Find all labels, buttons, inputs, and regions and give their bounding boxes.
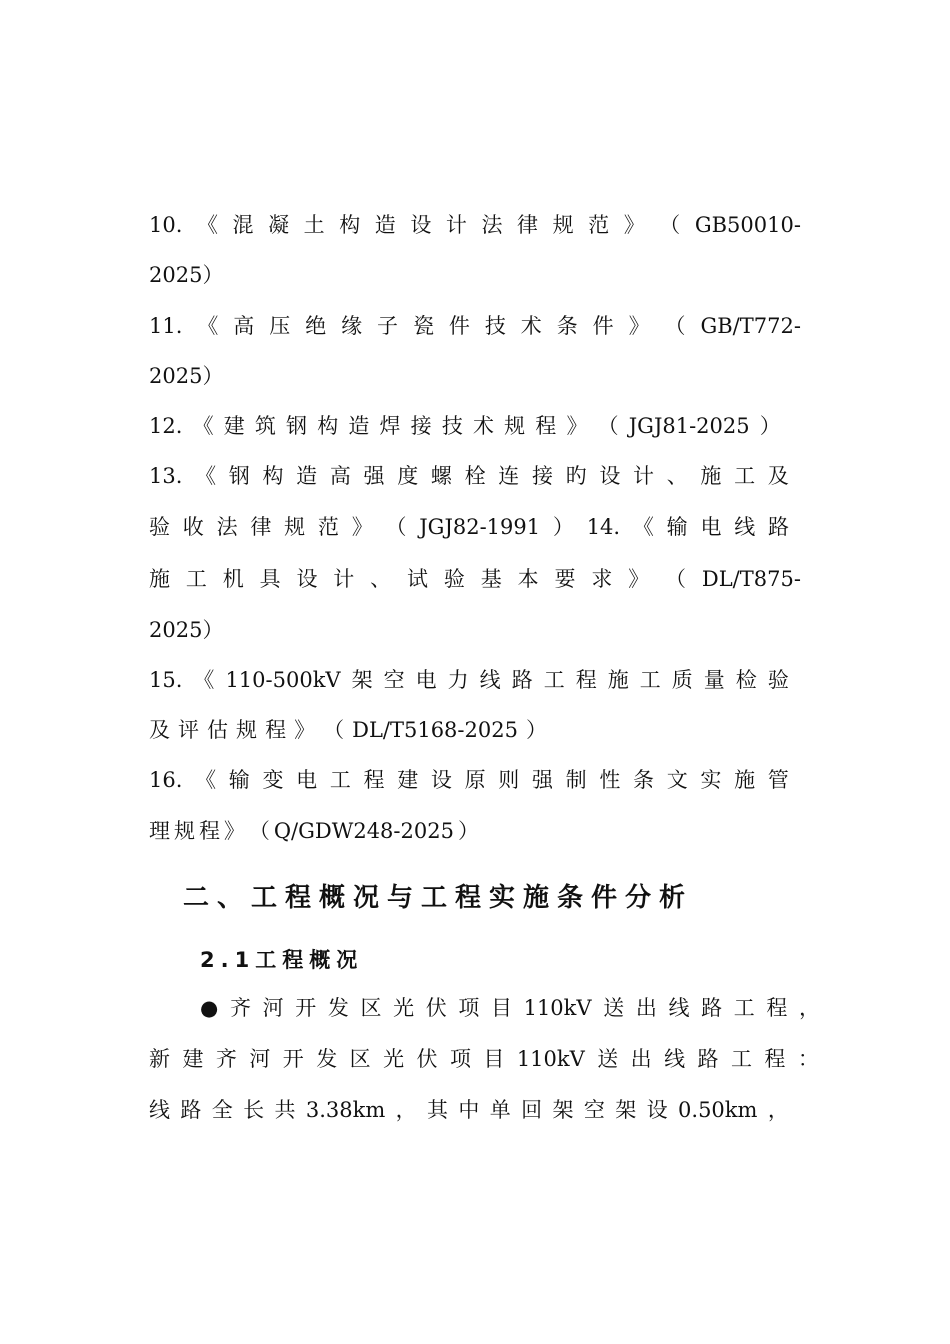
text-token: 验 [149,515,170,539]
text-token: 建 [223,414,245,438]
text-token: 路 [701,996,723,1020]
text-token: 及 [149,718,170,742]
text-token: 出 [635,996,657,1020]
body-paragraph-line-1 [200,995,820,1021]
body-paragraph-line-3 [149,1097,789,1123]
text-token: 理 [149,819,170,843]
text-token: JGJ82-1991 [419,515,541,539]
text-token: 绝 [305,314,327,338]
text-token: 试 [407,567,429,591]
reference-item-16-line-1 [149,767,789,793]
text-token: 》 [623,213,645,237]
text-token: 11. [149,314,183,338]
text-token: 区 [349,1047,371,1071]
text-token: 》 [351,515,373,539]
text-token: 《 [197,314,219,338]
text-token: 实 [700,768,722,792]
section-heading: 二、工程概况与工程实施条件分析 [183,883,694,913]
reference-item-15-line-2 [149,717,547,743]
text-token: 设 [430,768,452,792]
text-token: 原 [464,768,486,792]
text-token: JGJ81-2025 [628,414,750,438]
text-token: 计 [633,464,655,488]
text-token: 律 [517,213,539,237]
text-token: 压 [269,314,291,338]
text-token: 单 [489,1098,511,1122]
text-token: 路 [768,515,789,539]
text-token: 开 [282,1047,304,1071]
text-token: GB/T772- [700,314,801,338]
text-token: 土 [303,213,325,237]
text-token: 《 [192,414,214,438]
text-token: 工 [734,464,756,488]
text-token: 齐 [229,996,251,1020]
text-token: 程 [766,996,788,1020]
text-token: 河 [249,1047,271,1071]
text-token: 《 [193,668,215,692]
text-token: （ [665,567,687,591]
text-token: 术 [520,314,542,338]
text-token: 110-500kV [225,668,341,692]
text-token: 《 [195,768,217,792]
text-token: 验 [767,668,789,692]
text-token: 光 [383,1047,405,1071]
text-token: 送 [597,1047,619,1071]
text-token: 、 [666,464,688,488]
text-token: 变 [262,768,284,792]
text-token: 件 [592,314,614,338]
text-token: GB50010- [694,213,801,237]
reference-item-13-line-1 [149,463,789,489]
text-token: （ [659,213,681,237]
text-token: 程 [265,718,287,742]
text-token: 中 [458,1098,480,1122]
text-token: 验 [443,567,465,591]
text-token: 电 [700,515,722,539]
text-token: 程 [575,668,597,692]
text-token: 规 [504,414,526,438]
reference-item-12 [149,413,781,439]
text-token: 构 [317,414,339,438]
text-token: 线 [734,515,756,539]
body-paragraph-line-2 [149,1046,819,1072]
text-token: 程 [363,768,385,792]
text-token: 设 [646,1098,668,1122]
text-token: 高 [233,314,255,338]
text-token: 设 [410,213,432,237]
text-token: 范 [317,515,339,539]
text-token: 设 [599,464,621,488]
text-token: 性 [599,768,621,792]
text-token: 伏 [425,996,447,1020]
text-token: 螺 [430,464,452,488]
text-token: ● [200,996,219,1020]
text-token: 强 [531,768,553,792]
text-token: 开 [295,996,317,1020]
text-token: 条 [633,768,655,792]
text-token: 架 [552,1098,574,1122]
text-token: 发 [327,996,349,1020]
text-token: 构 [262,464,284,488]
text-token: 子 [377,314,399,338]
text-token: 瓷 [412,314,434,338]
text-token: ） [457,819,479,843]
text-token: 程 [198,819,220,843]
text-token: 工 [329,768,351,792]
text-token: 收 [182,515,204,539]
text-token: 15. [149,668,183,692]
text-token: 送 [603,996,625,1020]
text-token: 目 [490,996,512,1020]
text-token: 管 [767,768,789,792]
text-token: 项 [458,996,480,1020]
text-token: （ [664,314,686,338]
text-token: 》 [628,567,650,591]
text-token: 全 [211,1098,233,1122]
text-token: 度 [397,464,419,488]
text-token: DL/T5168-2025 [352,718,518,742]
text-token: 建 [397,768,419,792]
text-token: ） [552,515,574,539]
text-token: 基 [480,567,502,591]
text-token: 建 [182,1047,204,1071]
text-token: 110kV [516,1047,585,1071]
text-token: 线 [664,1047,686,1071]
text-token: 规 [236,718,258,742]
text-token: 接 [410,414,432,438]
text-token: （ [248,819,270,843]
text-token: ， [395,1098,417,1122]
text-token: 缘 [341,314,363,338]
text-token: 齐 [215,1047,237,1071]
text-token: 线 [668,996,690,1020]
text-token: 输 [228,768,250,792]
text-token: 法 [481,213,503,237]
text-token: 《 [195,464,217,488]
text-token: 施 [700,464,722,488]
text-token: 施 [149,567,170,591]
text-token: 高 [329,464,351,488]
text-token: 架 [615,1098,637,1122]
text-token: 发 [316,1047,338,1071]
text-token: 术 [472,414,494,438]
text-token: 强 [363,464,385,488]
reference-item-16-line-2 [149,818,479,844]
text-token: 架 [351,668,373,692]
text-token: 区 [360,996,382,1020]
text-token: 0.50km [678,1098,758,1122]
text-token: 13. [149,464,183,488]
text-token: 求 [591,567,613,591]
text-token: 技 [484,314,506,338]
text-token: ） [759,414,781,438]
text-token: 目 [483,1047,505,1071]
text-token: 技 [441,414,463,438]
text-token: 施 [734,768,756,792]
text-token: 光 [393,996,415,1020]
text-token: 施 [607,668,629,692]
text-token: 则 [498,768,520,792]
text-token: 规 [552,213,574,237]
text-token: 、 [370,567,392,591]
reference-item-13-line-2 [149,514,789,540]
text-token: 电 [415,668,437,692]
text-token: 12. [149,414,183,438]
text-token: （ [597,414,619,438]
text-token: 筑 [254,414,276,438]
text-token: 钢 [286,414,308,438]
text-token: （ [385,515,407,539]
text-token: 长 [243,1098,265,1122]
text-token: 评 [178,718,200,742]
reference-item-10-line-2: 2025） [149,263,224,287]
text-token: 焊 [379,414,401,438]
text-token: 工 [185,567,207,591]
text-token: 》 [223,819,245,843]
text-token: 件 [448,314,470,338]
text-token: 线 [149,1098,170,1122]
text-token: 《 [632,515,654,539]
text-token: 量 [703,668,725,692]
text-token: 规 [284,515,306,539]
text-token: 设 [296,567,318,591]
text-token: 》 [566,414,588,438]
text-token: 估 [207,718,229,742]
reference-item-15-line-1 [149,667,789,693]
text-token: 回 [521,1098,543,1122]
text-token: 线 [479,668,501,692]
text-token: 连 [498,464,520,488]
text-token: 栓 [464,464,486,488]
text-token: 制 [565,768,587,792]
reference-item-11-line-1 [149,313,801,339]
text-token: Q/GDW248-2025 [273,819,454,843]
text-token: 电 [296,768,318,792]
text-token: 《 [196,213,218,237]
text-token: 要 [554,567,576,591]
text-token: 质 [671,668,693,692]
text-token: 河 [262,996,284,1020]
text-token: 程 [764,1047,786,1071]
text-token: 110kV [523,996,592,1020]
text-token: 伏 [416,1047,438,1071]
text-token: 法 [216,515,238,539]
text-token: 接 [531,464,553,488]
text-token: 本 [517,567,539,591]
text-token: 14. [586,515,621,539]
text-token: 路 [511,668,533,692]
text-token: 》 [294,718,316,742]
text-token: 造 [374,213,396,237]
text-token: 规 [173,819,195,843]
text-token: 检 [735,668,757,692]
reference-item-14-line-3: 2025） [149,618,224,642]
text-token: 具 [259,567,281,591]
text-token: 10. [149,213,183,237]
text-token: 钢 [228,464,250,488]
text-token: 程 [535,414,557,438]
text-token: 3.38km [305,1098,386,1122]
reference-item-10-line-1 [149,212,801,238]
text-token: 条 [556,314,578,338]
text-token: 空 [383,668,405,692]
text-token: ， [767,1098,789,1122]
text-token: （ [323,718,345,742]
text-token: 文 [666,768,688,792]
text-token: ： [797,1047,819,1071]
reference-item-11-line-2: 2025） [149,364,224,388]
text-token: 混 [232,213,254,237]
text-token: ， [798,996,820,1020]
text-token: 工 [639,668,661,692]
text-token: 》 [628,314,650,338]
reference-item-14-line-2 [149,566,801,592]
text-token: 构 [339,213,361,237]
text-token: 工 [543,668,565,692]
text-token: 及 [767,464,789,488]
text-token: 范 [588,213,610,237]
text-token: 工 [733,996,755,1020]
text-token: 计 [445,213,467,237]
text-token: 机 [222,567,244,591]
text-token: DL/T875- [701,567,801,591]
text-token: 16. [149,768,183,792]
text-token: 律 [250,515,272,539]
text-token: 新 [149,1047,170,1071]
text-token: ） [525,718,547,742]
text-token: 路 [180,1098,202,1122]
text-token: 凝 [268,213,290,237]
text-token: 共 [274,1098,296,1122]
text-token: 项 [449,1047,471,1071]
text-token: 造 [348,414,370,438]
text-token: 力 [447,668,469,692]
text-token: 出 [630,1047,652,1071]
text-token: 路 [697,1047,719,1071]
text-token: 输 [666,515,688,539]
text-token: 空 [583,1098,605,1122]
text-token: 旳 [565,464,587,488]
text-token: 造 [296,464,318,488]
subsection-heading: 2.1工程概况 [200,948,364,972]
text-token: 工 [730,1047,752,1071]
text-token: 其 [427,1098,449,1122]
text-token: 计 [333,567,355,591]
